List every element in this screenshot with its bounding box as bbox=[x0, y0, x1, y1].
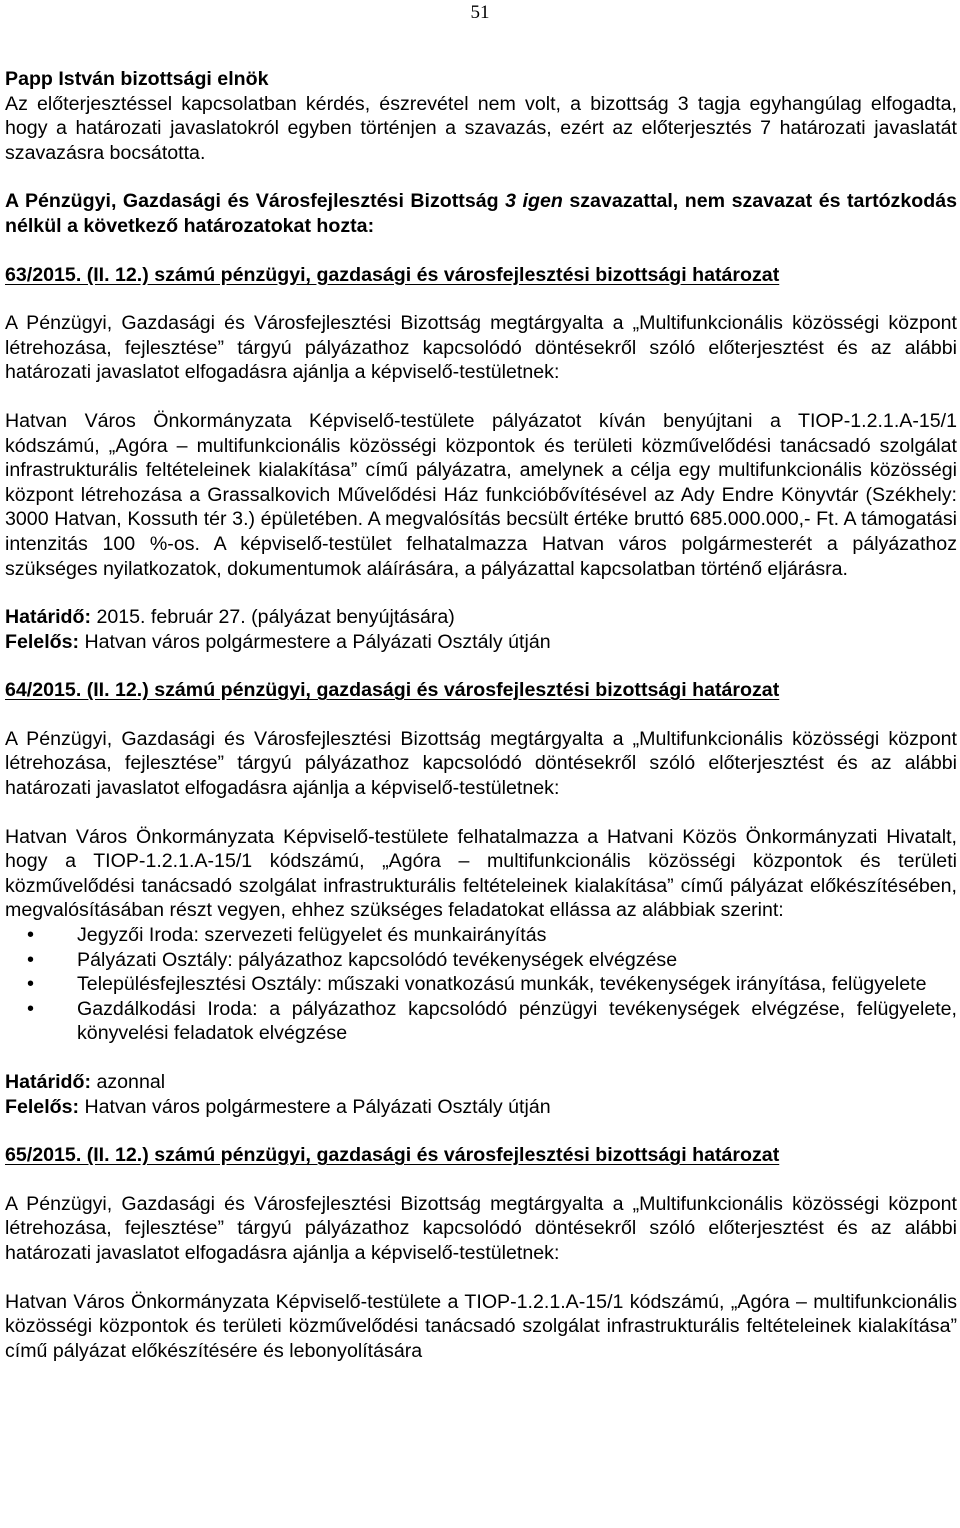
deadline-value: azonnal bbox=[91, 1071, 166, 1093]
vote-count: 3 igen bbox=[505, 190, 563, 213]
responsible-value: Hatvan város polgármestere a Pályázati Osztály útján bbox=[79, 630, 551, 653]
responsible-line bbox=[5, 1095, 957, 1120]
task-list bbox=[5, 923, 957, 1046]
deadline-line bbox=[5, 605, 957, 630]
decision-heading: 65/2015. (II. 12.) számú pénzügyi, gazdasági és városfejlesztési bizottsági határozat bbox=[5, 1144, 780, 1167]
responsible-line bbox=[5, 630, 957, 655]
decision-preamble: A Pénzügyi, Gazdasági és Városfejlesztési Bizottság megtárgyalta a „Multifunkcionális közösségi központ létrehozása, fejlesztése” tárgyú pályázathoz kapcsolódó döntésekről szóló előterjesztést és az alábbi határozati javaslatot elfogadásra ajánlja a képviselő-testületnek: bbox=[5, 312, 957, 384]
deadline-value: 2015. február 27. (pályázat benyújtására) bbox=[91, 606, 455, 629]
document-body bbox=[5, 67, 957, 1363]
vote-statement bbox=[5, 189, 957, 238]
intro-paragraph: Az előterjesztéssel kapcsolatban kérdés, észrevétel nem volt, a bizottság 3 tagja egyhangúlag elfogadta, hogy a határozati javaslatokról egyben történjen a szavazás, ezért az előterjesztés 7 határozati javaslatát szavazásra bocsátotta. bbox=[5, 92, 957, 164]
page-number: 51 bbox=[470, 2, 490, 23]
deadline-label: Határidő: bbox=[5, 606, 92, 629]
deadline-label: Határidő: bbox=[5, 1071, 92, 1093]
list-item: • Pályázati Osztály: pályázathoz kapcsolódó tevékenységek elvégzése bbox=[77, 948, 957, 973]
vote-text-part2: szavazattal, nem szavazat és tartózkodás nélkül a következő határozatokat hozta: bbox=[5, 190, 957, 237]
decision-heading: 64/2015. (II. 12.) számú pénzügyi, gazdasági és városfejlesztési bizottsági határozat bbox=[5, 679, 780, 702]
deadline-line bbox=[5, 1070, 957, 1095]
decision-body: Hatvan Város Önkormányzata Képviselő-testülete pályázatot kíván benyújtani a TIOP-1.2.1.A-15/1 kódszámú, „Agóra – multifunkcionális közösségi központok és területi közművelődési tanácsadó szolgálat infrastrukturális feltételeinek kialakítása” című pályázatra, amelynek a célja egy multifunkcionális közösségi központ létrehozása a Grassalkovich Művelődési Ház funkcióbővítésével az Ady Endre Könyvtár (Székhely: 3000 Hatvan, Kossuth tér 3.) épületében. A megvalósítás becsült értéke bruttó 685.000.000,- Ft. A támogatási intenzitás 100 %-os. A képviselő-testület felhatalmazza Hatvan város polgármesterét a pályázathoz szükséges nyilatkozatok, dokumentumok aláírására, a pályázattal kapcsolatban történő eljárásra. bbox=[5, 409, 957, 580]
vote-text-part1: A Pénzügyi, Gazdasági és Városfejlesztési Bizottság bbox=[5, 190, 506, 213]
list-item: • Gazdálkodási Iroda: a pályázathoz kapcsolódó pénzügyi tevékenységek elvégzése, felügyelete, könyvelési feladatok elvégzése bbox=[77, 997, 957, 1046]
responsible-value: Hatvan város polgármestere a Pályázati Osztály útján bbox=[79, 1095, 551, 1118]
list-item: • Településfejlesztési Osztály: műszaki vonatkozású munkák, tevékenységek irányítása, felügyelete bbox=[77, 972, 957, 997]
responsible-label: Felelős: bbox=[5, 630, 80, 653]
decision-preamble: A Pénzügyi, Gazdasági és Városfejlesztési Bizottság megtárgyalta a „Multifunkcionális közösségi központ létrehozása, fejlesztése” tárgyú pályázathoz kapcsolódó döntésekről szóló előterjesztést és az alábbi határozati javaslatot elfogadásra ajánlja a képviselő-testületnek: bbox=[5, 727, 957, 800]
decision-preamble: A Pénzügyi, Gazdasági és Városfejlesztési Bizottság megtárgyalta a „Multifunkcionális közösségi központ létrehozása, fejlesztése” tárgyú pályázathoz kapcsolódó döntésekről szóló előterjesztést és az alábbi határozati javaslatot elfogadásra ajánlja a képviselő-testületnek: bbox=[5, 1192, 957, 1264]
responsible-label: Felelős: bbox=[5, 1095, 80, 1118]
decision-heading: 63/2015. (II. 12.) számú pénzügyi, gazdasági és városfejlesztési bizottsági határozat bbox=[5, 263, 780, 286]
speaker-name: Papp István bizottsági elnök bbox=[5, 68, 269, 90]
list-item: • Jegyzői Iroda: szervezeti felügyelet és munkairányítás bbox=[77, 923, 957, 948]
decision-body: Hatvan Város Önkormányzata Képviselő-testülete a TIOP-1.2.1.A-15/1 kódszámú, „Agóra – multifunkcionális közösségi központok és területi közművelődési tanácsadó szolgálat infrastrukturális feltételeinek kialakítása” című pályázat előkészítésére és lebonyolítására bbox=[5, 1290, 957, 1362]
decision-body: Hatvan Város Önkormányzata Képviselő-testülete felhatalmazza a Hatvani Közös Önkormányzati Hivatalt, hogy a TIOP-1.2.1.A-15/1 kódszámú, „Agóra – multifunkcionális közösségi központok és területi közművelődési tanácsadó szolgálat infrastrukturális feltételeinek kialakítása” című pályázat előkészítésében, megvalósításában részt vegyen, ehhez szükséges feladatokat ellássa az alábbiak szerint: bbox=[5, 825, 957, 922]
